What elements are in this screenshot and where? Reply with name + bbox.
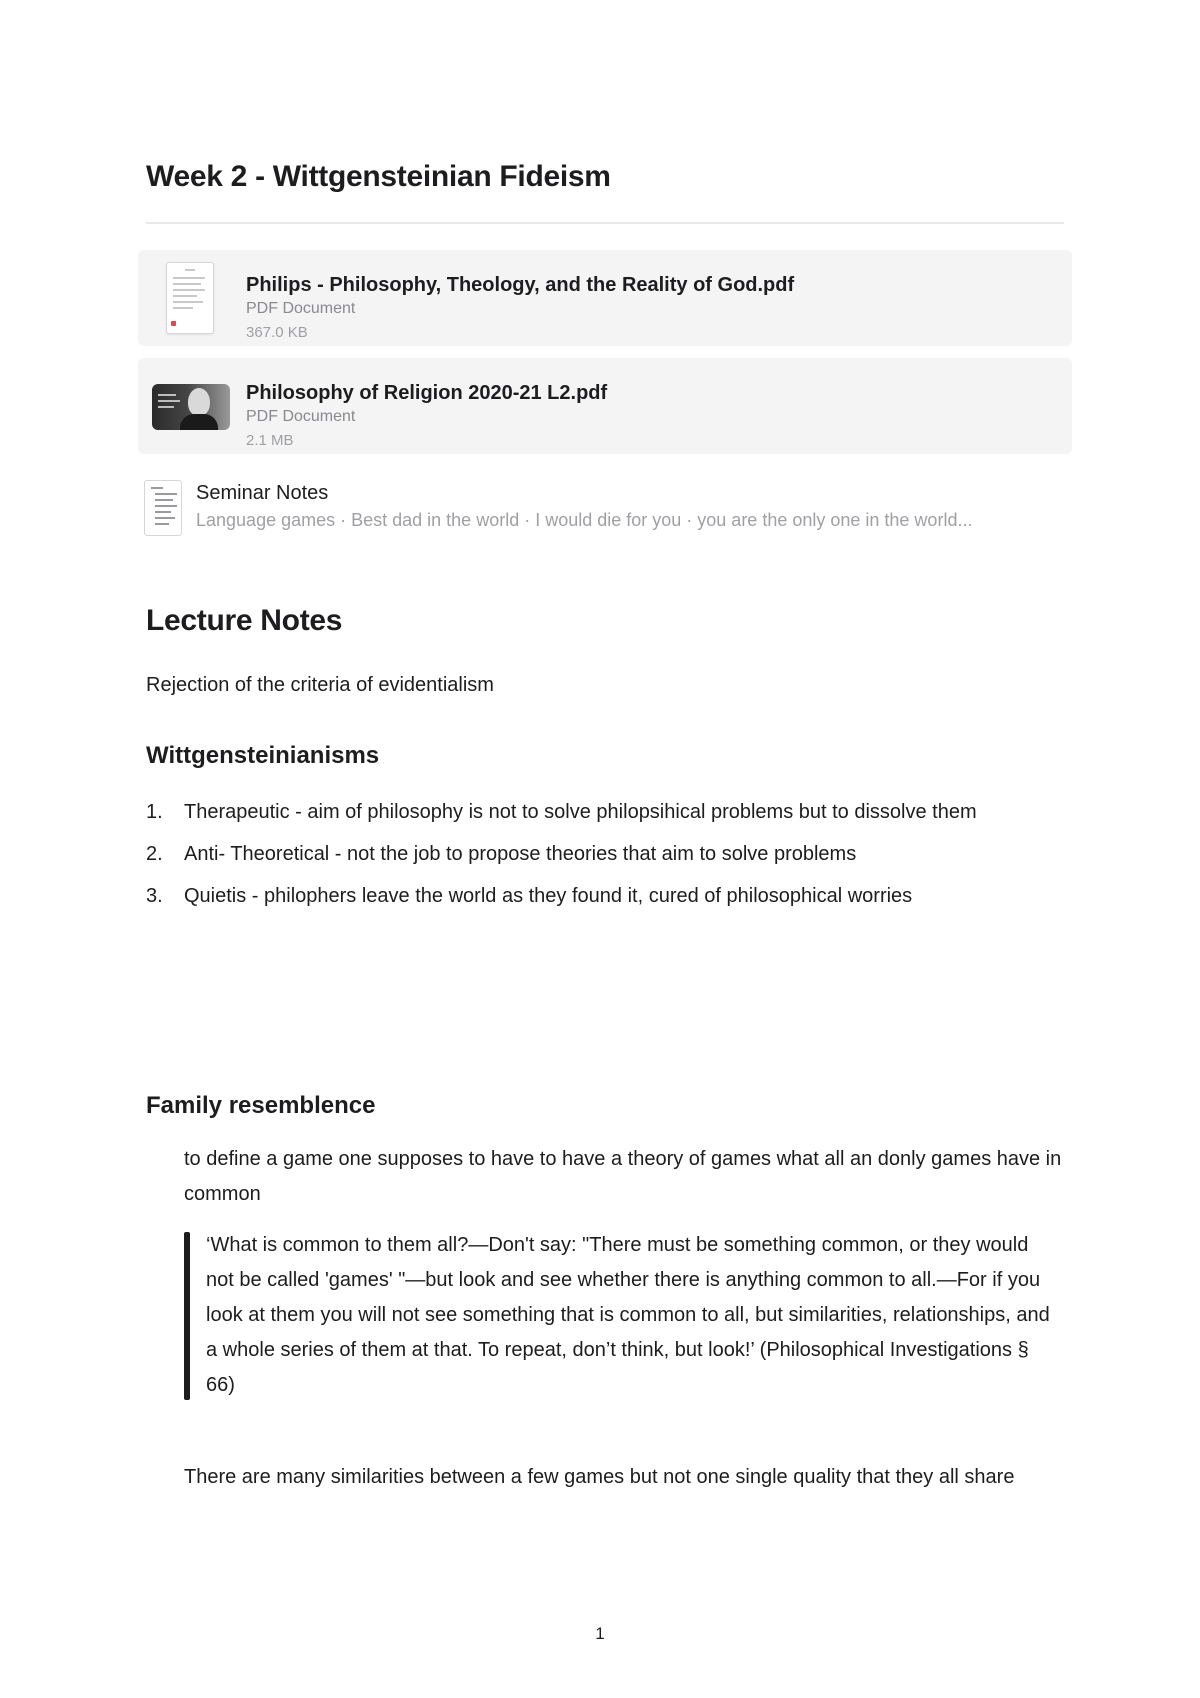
list-text: Therapeutic - aim of philosophy is not to solve philopsihical problems but to dissolve them: [184, 801, 977, 823]
attachment-filename: Philosophy of Religion 2020-21 L2.pdf: [246, 382, 608, 404]
list-item: [146, 838, 1066, 870]
family-paragraph-2: There are many similarities between a few games but not one single quality that they all share: [184, 1466, 1015, 1488]
list-number: 3.: [146, 885, 163, 907]
list-text: Anti- Theoretical - not the job to propose theories that aim to solve problems: [184, 843, 857, 865]
attachment-lecture-pdf[interactable]: [138, 358, 1072, 454]
page-title: Week 2 - Wittgensteinian Fideism: [146, 160, 611, 193]
pdf-thumbnail-icon: [166, 262, 214, 334]
linked-note-seminar[interactable]: [144, 478, 1072, 538]
attachment-philips-pdf[interactable]: [138, 250, 1072, 346]
slide-thumbnail-icon: [152, 384, 230, 430]
intro-text: Rejection of the criteria of evidentialism: [146, 674, 494, 696]
attachment-size: 2.1 MB: [246, 432, 294, 449]
family-paragraph-1: to define a game one supposes to have to have a theory of games what all an donly games have in common: [184, 1148, 1062, 1205]
list-number: 1.: [146, 801, 163, 823]
quote-bar: [184, 1232, 190, 1400]
linked-note-snippet: Language games · Best dad in the world · I would die for you · you are the only one in the world...: [196, 510, 973, 530]
list-item: [146, 880, 1066, 912]
lecture-notes-heading: Lecture Notes: [146, 604, 343, 637]
attachment-filename: Philips - Philosophy, Theology, and the Reality of God.pdf: [246, 274, 795, 296]
list-text: Quietis - philophers leave the world as they found it, cured of philosophical worries: [184, 885, 913, 907]
note-thumbnail-icon: [144, 480, 182, 536]
attachment-type: PDF Document: [246, 300, 356, 317]
attachment-size: 367.0 KB: [246, 324, 308, 341]
list-item: [146, 796, 1066, 828]
wittgensteinianisms-heading: Wittgensteinianisms: [146, 742, 380, 769]
list-number: 2.: [146, 843, 163, 865]
linked-note-title: Seminar Notes: [196, 482, 329, 504]
page-number: 1: [595, 1624, 605, 1643]
attachment-type: PDF Document: [246, 408, 356, 425]
wittgensteinianisms-list: [146, 796, 1066, 922]
family-resemblence-heading: Family resemblence: [146, 1092, 376, 1119]
title-divider: [146, 222, 1064, 224]
quote-text: ‘What is common to them all?—Don't say: "There must be something common, or they would not be called 'games' "—but look and see whether there is anything common to all.—For if you look at them you will not see something that is common to all, but similarities, relationships, and a whole series of them at that. To repeat, don’t think, but look!’ (Philosophical Investigations § 66): [206, 1234, 1050, 1396]
